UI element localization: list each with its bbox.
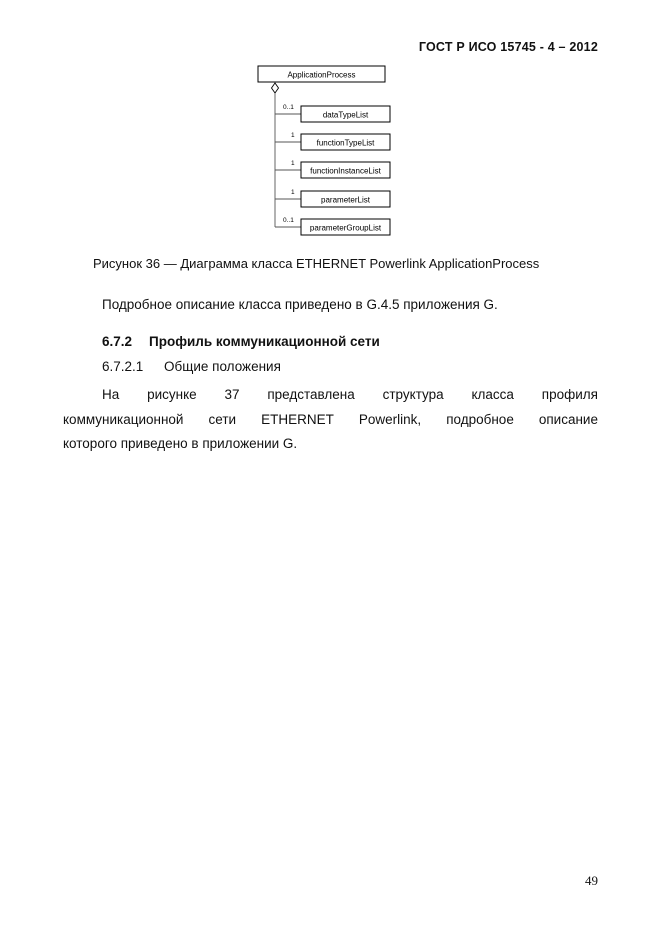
section-number: 6.7.2 <box>102 334 133 349</box>
word: класса <box>471 387 514 402</box>
uml-class-diagram <box>0 0 661 255</box>
child-class-functioninstancelist <box>275 160 390 178</box>
document-header: ГОСТ Р ИСО 15745 - 4 – 2012 <box>418 40 598 54</box>
child-class-functiontypelist <box>275 132 390 150</box>
word: коммуникационной <box>63 411 184 427</box>
word: Powerlink, <box>358 411 422 427</box>
multiplicity-label: 0..1 <box>283 104 294 111</box>
multiplicity-label: 1 <box>291 160 295 167</box>
child-class-parameterlist <box>275 189 390 207</box>
word: описание <box>538 411 598 427</box>
subsection-heading <box>102 359 281 374</box>
child-class-label: functionTypeList <box>316 138 375 148</box>
child-class-label: parameterGroupList <box>309 223 382 233</box>
page-number: 49 <box>585 873 598 888</box>
word: 37 <box>224 387 240 402</box>
paragraph: Подробное описание класса приведено в G.4.5 приложения G. <box>102 297 498 312</box>
body-paragraph <box>63 383 598 457</box>
child-class-label: dataTypeList <box>322 110 369 120</box>
paragraph-line: которого приведено в приложении G. <box>63 436 298 451</box>
multiplicity-label: 0..1 <box>283 217 294 224</box>
section-heading <box>102 334 380 349</box>
child-class-datatypelist <box>275 104 390 122</box>
word: представлена <box>267 387 355 402</box>
word: профиля <box>541 387 598 402</box>
figure-caption: Рисунок 36 — Диаграмма класса ETHERNET Powerlink ApplicationProcess <box>93 256 540 271</box>
paragraph-line <box>63 383 598 408</box>
word: подробное <box>446 411 514 427</box>
multiplicity-label: 1 <box>291 189 295 196</box>
word: рисунке <box>147 387 197 402</box>
subsection-title: Общие положения <box>164 359 281 374</box>
word: На <box>102 387 120 402</box>
section-title: Профиль коммуникационной сети <box>149 334 380 349</box>
multiplicity-label: 1 <box>291 132 295 139</box>
child-class-label: parameterList <box>321 195 370 205</box>
word: структура <box>382 387 444 402</box>
root-class-box <box>258 66 385 82</box>
root-class-label: ApplicationProcess <box>287 70 356 80</box>
child-class-parametergrouplist <box>275 217 390 235</box>
subsection-number: 6.7.2.1 <box>102 359 144 374</box>
child-class-label: functionInstanceList <box>310 166 381 176</box>
aggregation-diamond-icon <box>272 83 279 93</box>
word: сети <box>208 411 237 427</box>
paragraph-line <box>63 408 598 433</box>
word: ETHERNET <box>261 411 334 427</box>
